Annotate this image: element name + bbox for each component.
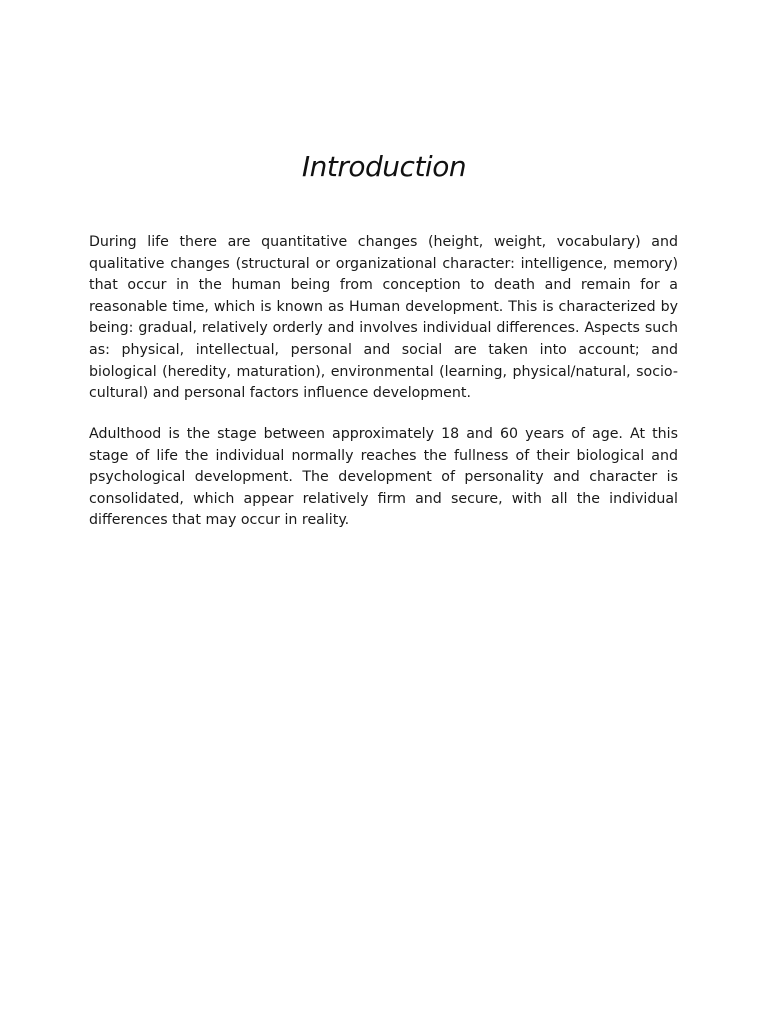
paragraph-adulthood: Adulthood is the stage between approximately 18 and 60 years of age. At this stage of life the individual normally reaches the fullness of their biological and psychological development. The development of personality and character is consolidated, which appear relatively firm and secure, with all the individual differences that may occur in reality. <box>89 426 678 529</box>
document-title: Introduction <box>301 150 467 183</box>
paragraph-human-development: During life there are quantitative changes (height, weight, vocabulary) and qualitative changes (structural or organizational character: intelligence, memory) that occur in the human being from conception to death and remain for a reasonable time, which is known as Human development. This is characterized by being: gradual, relatively orderly and involves individual differences. Aspects such as: physical, intellectual, personal and social are taken into account; and biological (heredity, maturation), environmental (learning, physical/natural, socio-cultural) and personal factors influence development. <box>89 234 678 402</box>
